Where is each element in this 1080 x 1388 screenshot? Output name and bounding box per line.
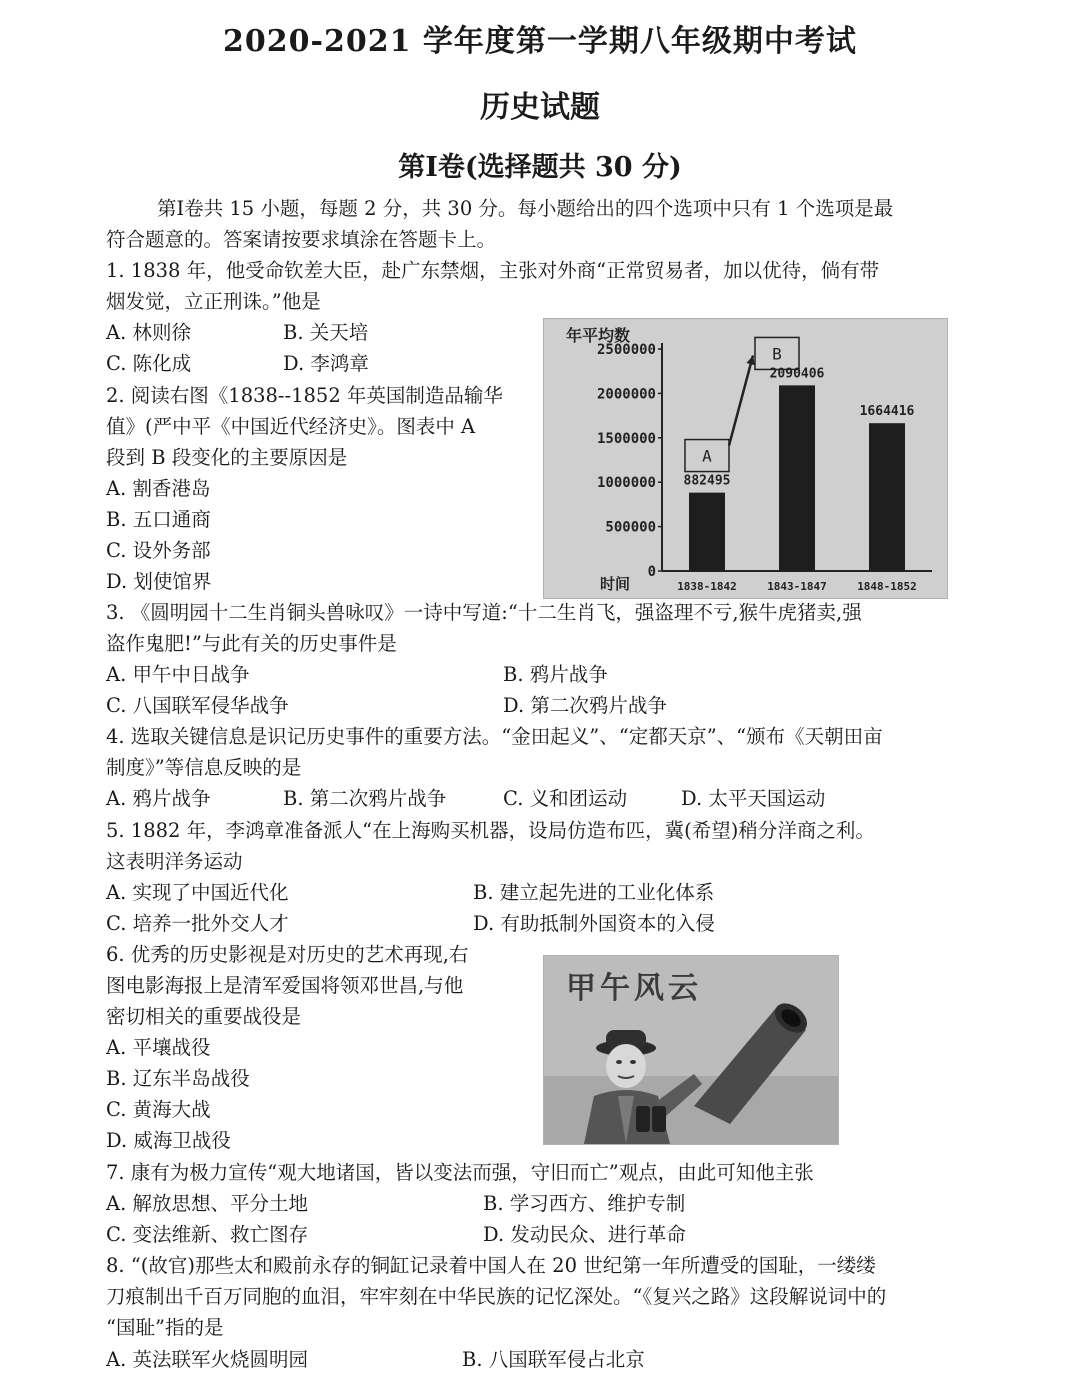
export-value-chart [543,318,948,599]
option-d: D. 太平天国运动 [681,787,826,810]
option-c: C. 义和团运动 [503,787,628,810]
annotation-label-a: A [702,446,712,466]
option-d: D. 划使馆界 [106,570,212,593]
y-tick-label: 1000000 [596,475,656,492]
x-tick-label: 1838-1842 [677,580,737,593]
option-c: C. 设外务部 [106,539,211,562]
option-a: A. 解放思想、平分土地 [106,1192,308,1215]
data-label: 1664416 [859,404,915,420]
question-stem: 密切相关的重要战役是 [106,1005,302,1028]
question-stem: 4. 选取关键信息是识记历史事件的重要方法。“金田起义”、“定都天京”、“颁布《天朝田亩 [106,725,883,748]
option-a: A. 割香港岛 [106,477,211,500]
bar [689,493,725,571]
bar [779,385,815,571]
instructions-line: 第Ⅰ卷共 15 小题，每题 2 分，共 30 分。每小题给出的四个选项中只有 1 个选项是最 [157,197,894,220]
option-a: A. 实现了中国近代化 [106,881,289,904]
trend-arrow [729,355,753,445]
x-axis-label: 时间 [600,575,631,593]
option-b: B. 学习西方、维护专制 [483,1192,686,1215]
option-b: B. 鸦片战争 [503,663,608,686]
question-stem: 5. 1882 年，李鸿章准备派人“在上海购买机器，设局仿造布匹，冀(希望)稍分洋商之利。 [106,819,875,842]
data-label: 2090406 [769,366,825,382]
y-axis-label: 年平均数 [566,326,631,345]
bar [869,423,905,571]
question-stem: 盗作鬼肥!”与此有关的历史事件是 [106,632,397,655]
x-tick-label: 1843-1847 [767,580,827,593]
subject-title: 历史试题 [480,90,600,125]
option-c: C. 黄海大战 [106,1098,211,1121]
option-c: C. 陈化成 [106,352,192,375]
option-a: A. 平壤战役 [106,1036,211,1059]
option-b: B. 建立起先进的工业化体系 [473,881,715,904]
option-b: B. 五口通商 [106,508,211,531]
movie-poster-image [543,955,839,1145]
question-stem: 1. 1838 年，他受命钦差大臣，赴广东禁烟，主张对外商“正常贸易者，加以优待，倘有带 [106,259,880,282]
x-tick-label: 1848-1852 [857,580,917,593]
question-stem: 6. 优秀的历史影视是对历史的艺术再现,右 [106,943,469,966]
question-stem: 值》(严中平《中国近代经济史》。图表中 A [106,415,476,438]
option-c: C. 变法维新、救亡图存 [106,1223,309,1246]
option-a: A. 甲午中日战争 [106,663,250,686]
question-stem: 2. 阅读右图《1838--1852 年英国制造品输华 [106,384,503,407]
instructions-line: 符合题意的。答案请按要求填涂在答题卡上。 [106,228,497,251]
question-stem: 制度》”等信息反映的是 [106,756,302,779]
option-a: A. 林则徐 [106,321,191,344]
poster-illustration [544,956,838,1144]
y-tick-label: 2500000 [596,342,656,358]
data-label: 882495 [683,473,731,489]
option-d: D. 李鸿章 [283,352,369,375]
option-d: D. 第二次鸦片战争 [503,694,667,717]
question-stem: 图电影海报上是清军爱国将领邓世昌,与他 [106,974,464,997]
option-b: B. 辽东半岛战役 [106,1067,250,1090]
option-a: A. 英法联军火烧圆明园 [106,1348,308,1371]
question-stem: 7. 康有为极力宣传“观大地诸国，皆以变法而强，守旧而亡”观点，由此可知他主张 [106,1161,814,1184]
y-tick-label: 1500000 [596,430,656,447]
exam-title: 2020-2021 学年度第一学期八年级期中考试 [223,24,857,59]
y-tick-label: 2000000 [596,386,656,403]
question-stem: 这表明洋务运动 [106,850,243,873]
question-stem: “国耻”指的是 [106,1316,224,1339]
option-d: D. 发动民众、进行革命 [483,1223,686,1246]
annotation-label-b: B [772,344,782,364]
section-title: 第Ⅰ卷(选择题共 30 分) [398,152,682,183]
y-tick-label: 0 [647,564,656,580]
question-stem: 刀痕制出千百万同胞的血泪，牢牢刻在中华民族的记忆深处。“《复兴之路》这段解说词中的 [106,1285,887,1308]
poster-title: 甲午风云 [566,971,702,1006]
option-b: B. 关天培 [283,321,369,344]
option-d: D. 有助抵制外国资本的入侵 [473,912,715,935]
option-b: B. 八国联军侵占北京 [462,1348,645,1371]
option-c: C. 八国联军侵华战争 [106,694,289,717]
question-stem: 烟发觉，立正刑诛。”他是 [106,290,321,313]
bar-chart [544,319,947,598]
option-c: C. 培养一批外交人才 [106,912,289,935]
question-stem: 段到 B 段变化的主要原因是 [106,446,348,469]
option-b: B. 第二次鸦片战争 [283,787,447,810]
question-stem: 3. 《圆明园十二生肖铜头兽咏叹》一诗中写道:“十二生肖飞，强盗理不亏,猴牛虎猪卖,强 [106,601,862,624]
y-tick-label: 500000 [605,519,656,536]
option-d: D. 威海卫战役 [106,1129,231,1152]
option-a: A. 鸦片战争 [106,787,211,810]
question-stem: 8. “(故官)那些太和殿前永存的铜缸记录着中国人在 20 世纪第一年所遭受的国耻，一缕缕 [106,1254,876,1277]
